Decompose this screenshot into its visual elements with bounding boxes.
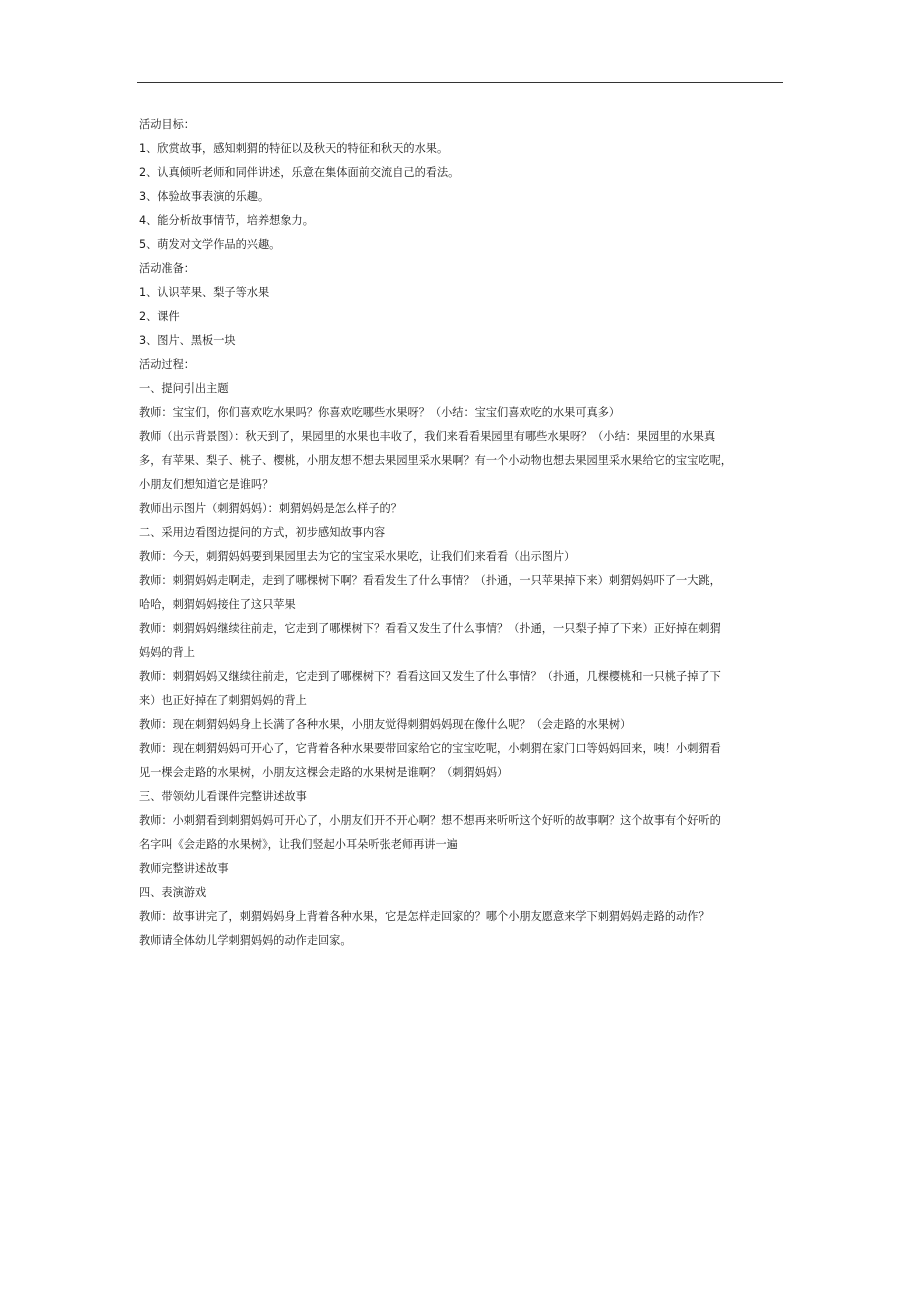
step-heading: 一、提问引出主题 <box>139 382 229 395</box>
paragraph-line: 教师：宝宝们，你们喜欢吃水果吗？你喜欢吃哪些水果呀？（小结：宝宝们喜欢吃的水果可真多） <box>139 406 621 419</box>
paragraph-line: 教师请全体幼儿学刺猬妈妈的动作走回家。 <box>139 934 352 947</box>
preparation-item: 3、图片、黑板一块 <box>139 334 236 347</box>
section-heading-goals: 活动目标： <box>139 118 195 131</box>
goal-item: 3、体验故事表演的乐趣。 <box>139 190 270 203</box>
paragraph-line: 多，有苹果、梨子、桃子、樱桃，小朋友想不想去果园里采水果啊？有一个小动物也想去果园里采水果给它的宝宝吃呢， <box>139 454 732 467</box>
paragraph-line: 来）也正好掉在了刺猬妈妈的背上 <box>139 694 307 707</box>
goal-item: 1、欣赏故事，感知刺猬的特征以及秋天的特征和秋天的水果。 <box>139 142 449 155</box>
goal-item: 4、能分析故事情节，培养想象力。 <box>139 214 314 227</box>
paragraph-line: 教师：刺猬妈妈继续往前走，它走到了哪棵树下？看看又发生了什么事情？（扑通，一只梨子掉了下来）正好掉在刺猬 <box>139 622 721 635</box>
paragraph-line: 名字叫《会走路的水果树》，让我们竖起小耳朵听张老师再讲一遍 <box>139 838 458 851</box>
paragraph-line: 教师：刺猬妈妈又继续往前走，它走到了哪棵树下？看看这回又发生了什么事情？（扑通，几棵樱桃和一只桃子掉了下 <box>139 670 721 683</box>
paragraph-line: 教师完整讲述故事 <box>139 862 229 875</box>
paragraph-line: 小朋友们想知道它是谁吗？ <box>139 478 274 491</box>
section-heading-process: 活动过程： <box>139 358 195 371</box>
paragraph-line: 教师：今天，刺猬妈妈要到果园里去为它的宝宝采水果吃，让我们们来看看（出示图片） <box>139 550 576 563</box>
paragraph-line: 教师：现在刺猬妈妈身上长满了各种水果，小朋友觉得刺猬妈妈现在像什么呢？（会走路的水果树） <box>139 718 632 731</box>
document-body <box>139 113 787 953</box>
paragraph-line: 教师出示图片（刺猬妈妈）：刺猬妈妈是怎么样子的？ <box>139 502 402 515</box>
paragraph-line: 教师：现在刺猬妈妈可开心了，它背着各种水果要带回家给它的宝宝吃呢，小刺猬在家门口等妈妈回来，咦！小刺猬看 <box>139 742 721 755</box>
goal-item: 2、认真倾听老师和同伴讲述，乐意在集体面前交流自己的看法。 <box>139 166 460 179</box>
step-heading: 二、采用边看图边提问的方式，初步感知故事内容 <box>139 526 386 539</box>
paragraph-line: 教师：小刺猬看到刺猬妈妈可开心了，小朋友们开不开心啊？想不想再来听听这个好听的故事啊？这个故事有个好听的 <box>139 814 721 827</box>
preparation-item: 2、课件 <box>139 310 180 323</box>
header-rule <box>137 82 783 83</box>
paragraph-line: 哈哈，刺猬妈妈接住了这只苹果 <box>139 598 296 611</box>
paragraph-line: 见一棵会走路的水果树，小朋友这棵会走路的水果树是谁啊？（刺猬妈妈） <box>139 766 509 779</box>
preparation-item: 1、认识苹果、梨子等水果 <box>139 286 270 299</box>
step-heading: 三、带领幼儿看课件完整讲述故事 <box>139 790 307 803</box>
goal-item: 5、萌发对文学作品的兴趣。 <box>139 238 281 251</box>
paragraph-line: 妈妈的背上 <box>139 646 195 659</box>
step-heading: 四、表演游戏 <box>139 886 207 899</box>
paragraph-line: 教师：故事讲完了，刺猬妈妈身上背着各种水果，它是怎样走回家的？哪个小朋友愿意来学下刺猬妈妈走路的动作？ <box>139 910 710 923</box>
section-heading-preparation: 活动准备： <box>139 262 195 275</box>
paragraph-line: 教师：刺猬妈妈走啊走，走到了哪棵树下啊？看看发生了什么事情？（扑通，一只苹果掉下来）刺猬妈妈吓了一大跳， <box>139 574 721 587</box>
paragraph-line: 教师（出示背景图）：秋天到了，果园里的水果也丰收了，我们来看看果园里有哪些水果呀？（小结：果园里的水果真 <box>139 430 716 443</box>
